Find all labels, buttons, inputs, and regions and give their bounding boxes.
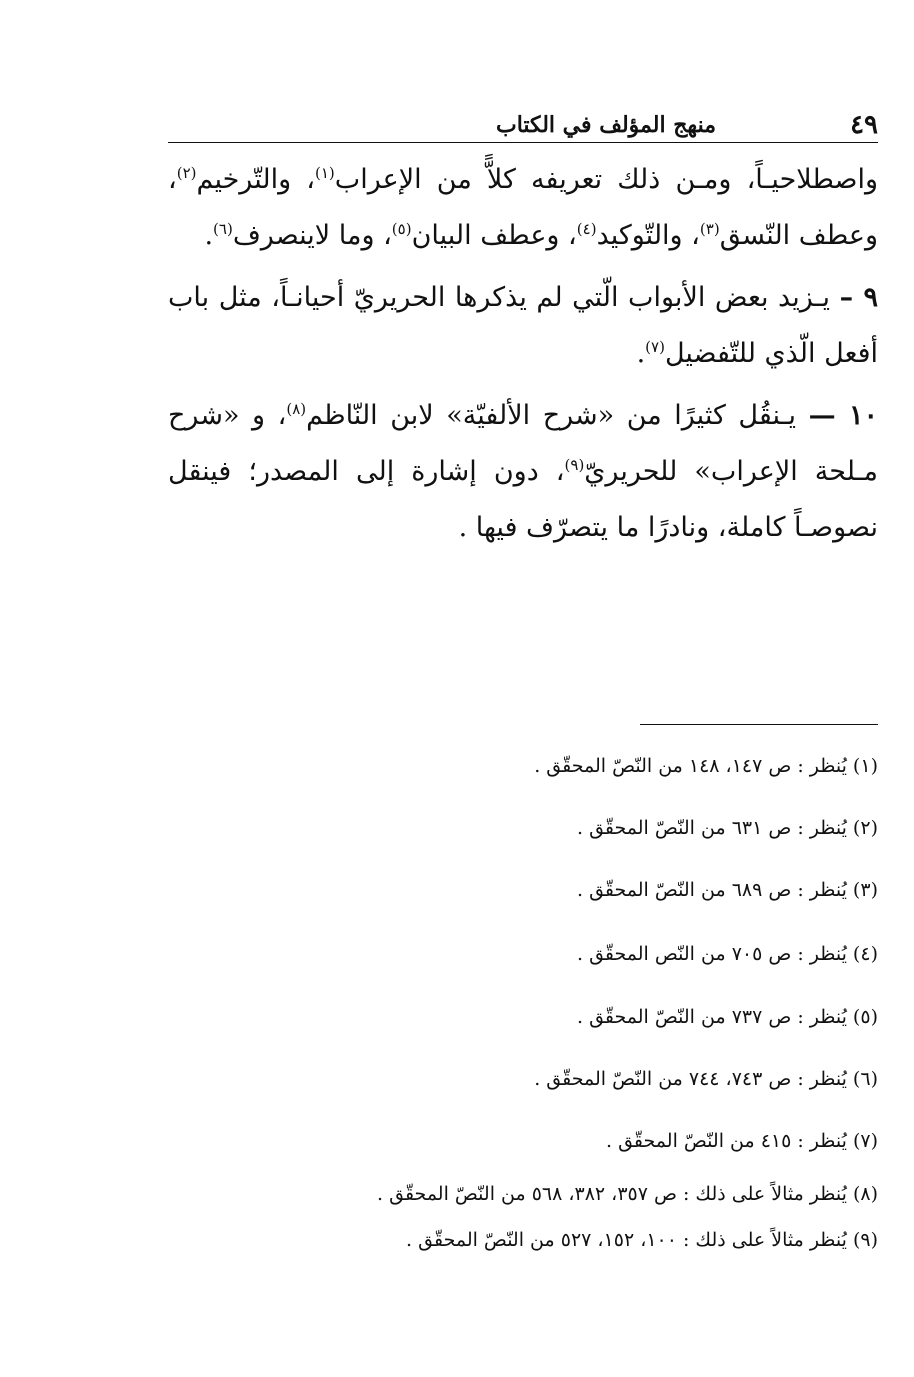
footnote-2: (٢) يُنظر : ص ٦٣١ من النّصّ المحقّق . [576,817,878,839]
footnote-1: (١) يُنظر : ص ١٤٧، ١٤٨ من النّصّ المحقّق . [534,755,878,777]
footnote-separator [640,724,878,725]
paragraph-1 [168,152,878,264]
text-segment: ، وعطف البيان [411,220,577,251]
footnote-ref-6: (٦) [213,220,233,238]
page-number: ٤٩ [850,110,878,140]
text-segment: . [204,220,214,251]
text-segment: ، والتّوكيد [596,220,700,251]
text-segment: ، وعطف النّسق [168,164,878,251]
footnote-6: (٦) يُنظر : ص ٧٤٣، ٧٤٤ من النّصّ المحقّق . [534,1068,878,1090]
footnote-ref-3: (٣) [699,220,720,238]
footnote-ref-4: (٤) [576,220,597,238]
footnote-3: (٣) يُنظر : ص ٦٨٩ من النّصّ المحقّق . [576,879,878,901]
footnote-ref-8: (٨) [286,400,307,418]
paragraph-3 [168,388,878,556]
footnote-ref-5: (٥) [391,220,412,238]
item-number-10: ١٠ — [808,400,879,431]
footnote-ref-2: (٢) [176,164,197,182]
page-header [168,106,878,143]
item-number-9: ٩ – [839,282,878,313]
text-segment: يـزيد بعض الأبواب الّتي لم يذكرها الحريريّ أحيانـاً، مثل باب أفعل الّذي للتّفضيل [168,282,878,369]
footnote-ref-7: (٧) [645,338,665,356]
text-segment: ، دون إشارة إلى المصدر؛ فينقل نصوصـاً كاملة، ونادرًا ما يتصرّف فيها . [168,456,878,543]
footnote-ref-9: (٩) [564,456,585,474]
main-text [168,152,878,562]
text-segment: ، والتّرخيم [196,164,315,195]
footnote-ref-1: (١) [315,164,335,182]
footnote-5: (٥) يُنظر : ص ٧٣٧ من النّصّ المحقّق . [576,1006,878,1028]
footnote-8: (٨) يُنظر مثالاً على ذلك : ص ٣٥٧، ٣٨٢، ٥٦٨ من النّصّ المحقّق . [377,1183,878,1205]
text-segment: . [636,338,646,369]
footnote-9: (٩) يُنظر مثالاً على ذلك : ١٠٠، ١٥٢، ٥٢٧ من النّصّ المحقّق . [406,1229,878,1251]
text-segment: يـنقُل كثيرًا من «شرح الألفيّة» لابن النّاظم [306,400,809,431]
footnote-7: (٧) يُنظر : ٤١٥ من النّصّ المحقّق . [606,1130,878,1152]
footnote-4: (٤) يُنظر : ص ٧٠٥ من النّص المحقّق . [576,943,878,965]
text-segment: ، وما لاينصرف [232,220,392,251]
text-segment: واصطلاحيـاً، ومـن ذلك تعريفه كلاًّ من الإعراب [334,164,878,195]
paragraph-2 [168,270,878,382]
running-title: منهج المؤلف في الكتاب [496,112,716,138]
text-segment: ، و «شرح مـلحة الإعراب» للحريريّ [168,400,879,487]
